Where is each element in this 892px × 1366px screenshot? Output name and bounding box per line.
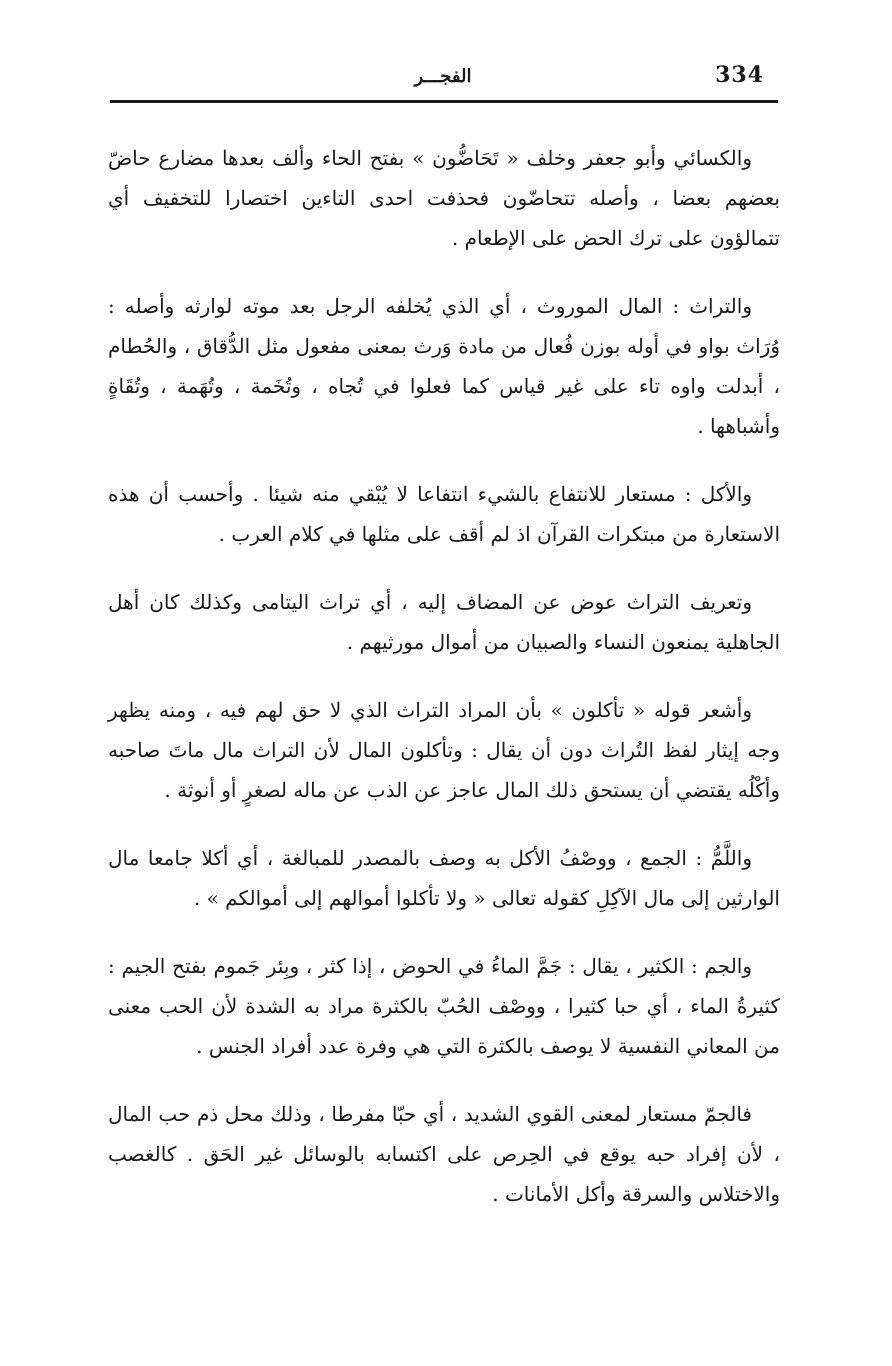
paragraph-8: فالجمّ مستعار لمعنى القوي الشديد ، أي حبّا مفرطا ، وذلك محل ذم حب المال ، لأن إفراد حبه يوقع في الحِرص على اكتسابه بالوسائل غير الحَق . كالغصب والاختلاس والسرقة وأكل الأمانات . xyxy=(108,1102,780,1206)
paragraph-1: والكسائي وأبو جعفر وخلف « تَحَاضُّون » بفتح الحاء وألف بعدها مضارع حاضّ بعضهم بعضا ، وأصله تتحاضّون فحذفت احدى التاءين اختصارا للتخفيف أي تتمالؤون على ترك الحض على الإطعام . xyxy=(108,146,780,250)
header-rule xyxy=(110,100,778,103)
page-header xyxy=(108,58,778,98)
paragraph-4: وتعريف التراث عوض عن المضاف إليه ، أي تراث اليتامى وكذلك كان أهل الجاهلية يمنعون النساء والصبيان من أموال مورثيهم . xyxy=(108,590,780,654)
page-body xyxy=(108,138,780,1242)
paragraph-7: والجم : الكثير ، يقال : جَمَّ الماءُ في الحوض ، إذا كثر ، وبِئر جَموم بفتح الجيم : كثيرةُ الماء ، أي حبا كثيرا ، ووصْف الحُبّ بالكثرة مراد به الشدة لأن الحب معنى من المعاني النفسية لا يوصف بالكثرة التي هي وفرة عدد أفراد الجنس . xyxy=(108,954,780,1058)
paragraph-2: والتراث : المال الموروث ، أي الذي يُخلفه الرجل بعد موته لوارثه وأصله : وُرَاث بواو في أوله بوزن فُعال من مادة وَرث بمعنى مفعول مثل الدُّقاق ، والحُطام ، أبدلت واوه تاء على غير قياس كما فعلوا في تُجاه ، وتُخَمة ، وتُهَمة ، وتُقَاةٍ وأشباهها . xyxy=(108,294,780,438)
paragraph-6: واللَّمُّ : الجمع ، ووصْفُ الأكل به وصف بالمصدر للمبالغة ، أي أكلا جامعا مال الوارثين إلى مال الآكِلِ كقوله تعالى « ولا تأكلوا أموالهم إلى أموالكم » . xyxy=(108,846,780,910)
paragraph-5: وأشعر قوله « تأكلون » بأن المراد التراث الذي لا حق لهم فيه ، ومنه يظهر وجه إيثار لفظ التُراث دون أن يقال : وتأكلون المال لأن التراث مال ماتَ صاحبه وأكْلُه يقتضي أن يستحق ذلك المال عاجز عن الذب عن ماله لصغرٍ أو أنوثة . xyxy=(108,698,780,802)
running-title: الفجـــر xyxy=(414,66,472,87)
paragraph-3: والأكل : مستعار للانتفاع بالشيء انتفاعا لا يُبْقي منه شيئا . وأحسب أن هذه الاستعارة من مبتكرات القرآن اذ لم أقف على مثلها في كلام العرب . xyxy=(108,482,780,546)
page-number: 334 xyxy=(715,62,764,88)
